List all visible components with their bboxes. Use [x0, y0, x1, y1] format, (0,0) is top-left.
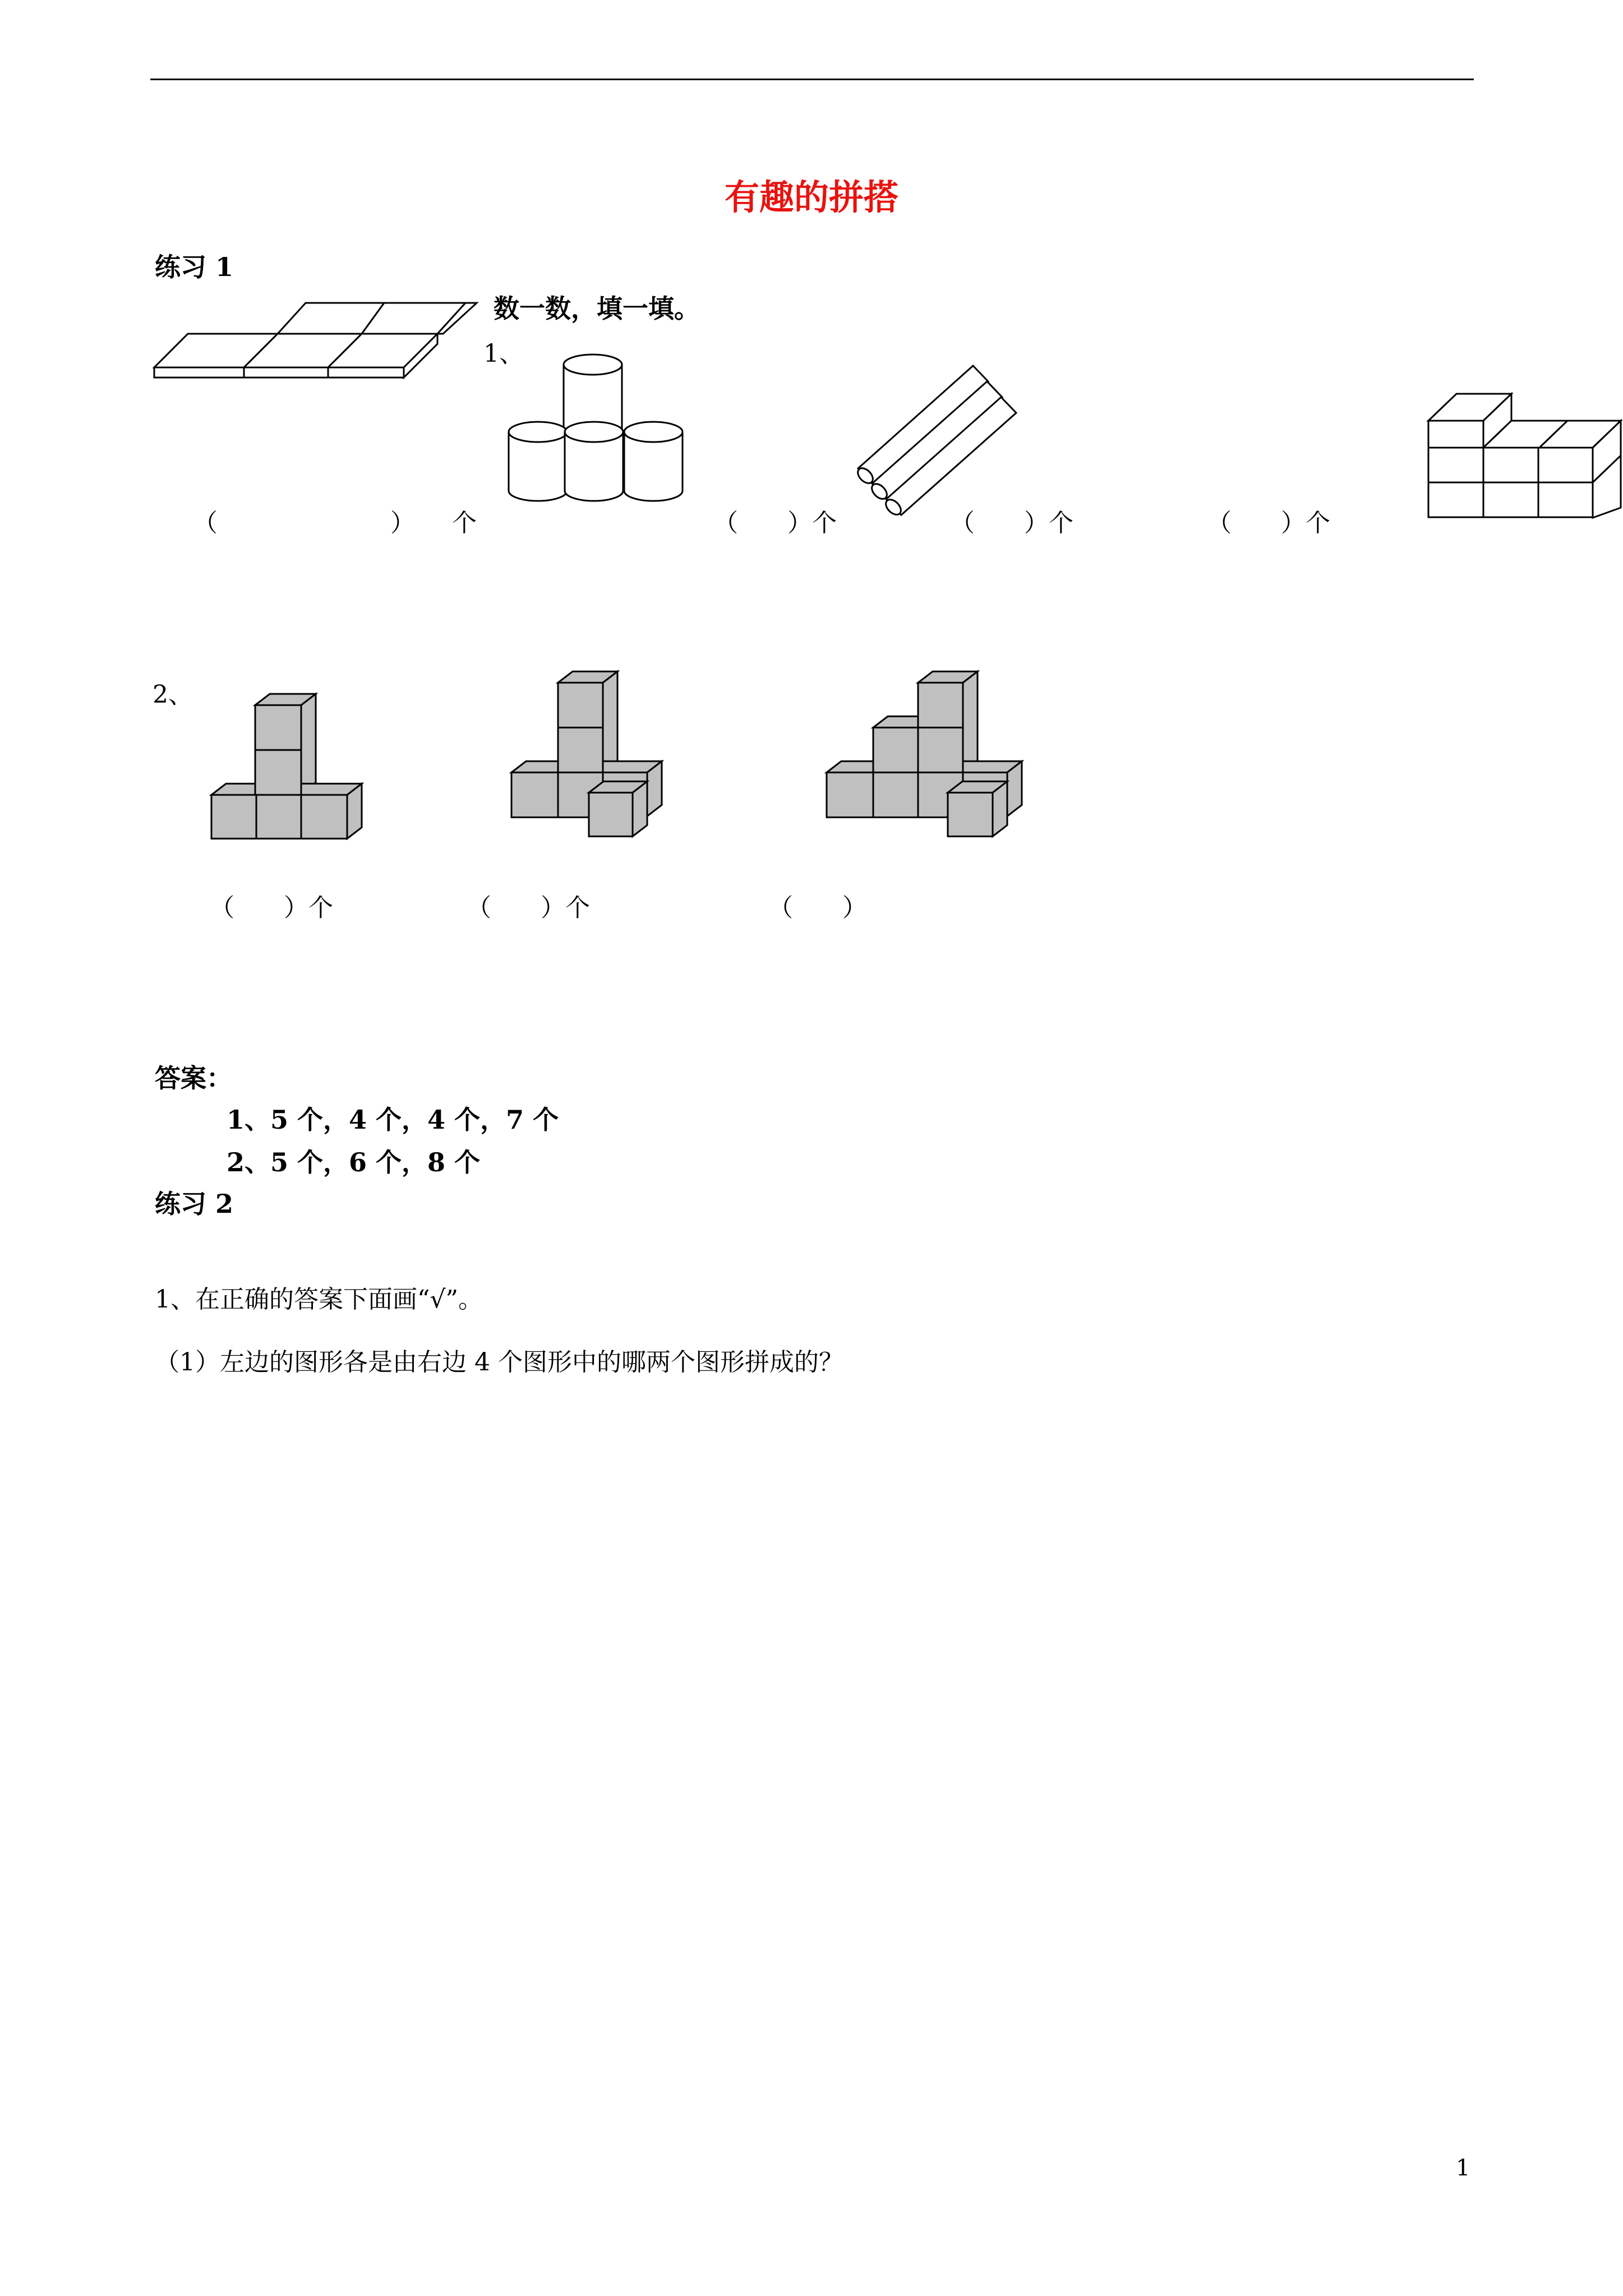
cube-figure-a — [210, 693, 367, 850]
page-title: 有趣的拼搭 — [724, 177, 898, 218]
page-number: 1 — [1456, 2155, 1470, 2181]
white-blocks-figure — [1427, 387, 1623, 522]
exercise-1-instruction: 数一数，填一填。 — [494, 293, 700, 324]
q1-blank-3[interactable]: （ ）个 — [950, 509, 1073, 537]
cube-figure-c — [826, 670, 1027, 839]
flat-slab-figure — [151, 297, 488, 381]
q1-blank-2[interactable]: （ ）个 — [713, 509, 837, 537]
pipes-figure — [847, 359, 1032, 516]
q1-blank-4[interactable]: （ ）个 — [1207, 509, 1330, 537]
cube-figure-b — [510, 670, 667, 839]
question-2-number: 2、 — [153, 680, 193, 709]
q2-blank-1[interactable]: （ ）个 — [210, 894, 333, 922]
answer-line-1: 1、5 个，4 个，4 个，7 个 — [227, 1105, 559, 1135]
answers-heading: 答案： — [155, 1063, 232, 1093]
header-rule — [150, 79, 1474, 80]
q2-blank-3[interactable]: （ ） — [768, 894, 867, 922]
exercise-2-question-1-sub: （1）左边的图形各是由右边 4 个图形中的哪两个图形拼成的？ — [155, 1348, 843, 1377]
exercise-2-heading: 练习 2 — [155, 1189, 234, 1219]
exercise-2-question-1: 1、在正确的答案下面画“√”。 — [155, 1285, 483, 1314]
exercise-1-heading: 练习 1 — [155, 252, 234, 282]
cylinders-figure — [508, 351, 693, 508]
question-1-number: 1、 — [483, 339, 524, 368]
q2-blank-2[interactable]: （ ）个 — [467, 894, 590, 922]
answer-line-2: 2、5 个，6 个，8 个 — [227, 1147, 481, 1177]
q1-blank-1[interactable]: （ ） 个 — [193, 509, 477, 537]
